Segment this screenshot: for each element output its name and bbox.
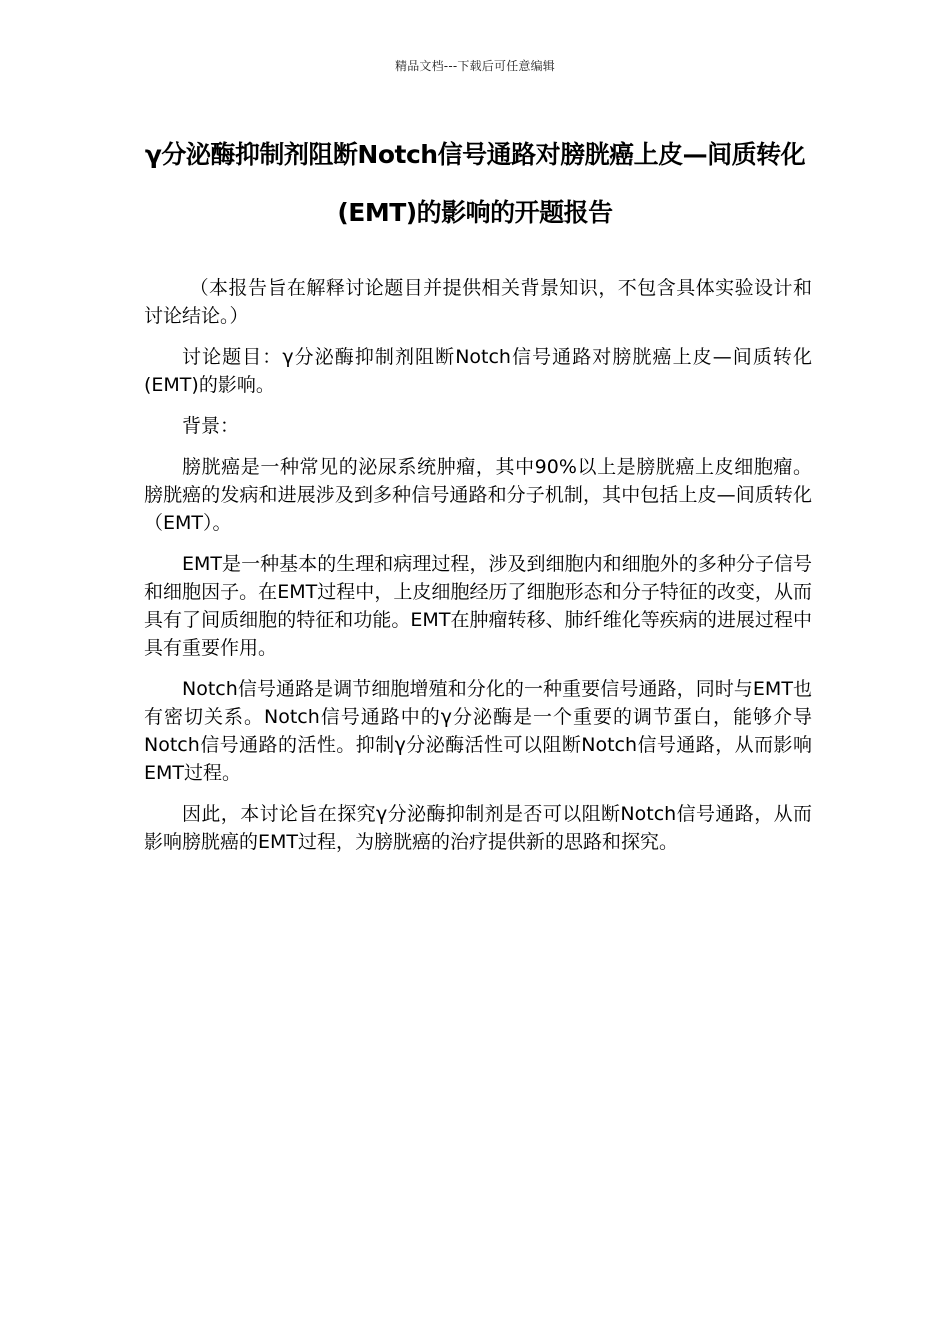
background-heading: 背景：	[182, 415, 240, 437]
intro-note-paragraph: （本报告旨在解释讨论题目并提供相关背景知识，不包含具体实验设计和讨论结论。）	[144, 277, 812, 327]
header-note: 精品文档---下载后可任意编辑	[395, 59, 555, 73]
topic-paragraph: 讨论题目：γ分泌酶抑制剂阻断Notch信号通路对膀胱癌上皮—间质转化(EMT)的影响。	[144, 346, 812, 396]
document-title: γ分泌酶抑制剂阻断Notch信号通路对膀胱癌上皮—间质转化(EMT)的影响的开题报告	[144, 140, 806, 227]
body-paragraph: Notch信号通路是调节细胞增殖和分化的一种重要信号通路，同时与EMT也有密切关系。Notch信号通路中的γ分泌酶是一个重要的调节蛋白，能够介导Notch信号通路的活性。抑制γ分泌酶活性可以阻断Notch信号通路，从而影响EMT过程。	[144, 678, 812, 784]
body-paragraph: EMT是一种基本的生理和病理过程，涉及到细胞内和细胞外的多种分子信号和细胞因子。在EMT过程中，上皮细胞经历了细胞形态和分子特征的改变，从而具有了间质细胞的特征和功能。EMT在肿瘤转移、肺纤维化等疾病的进展过程中具有重要作用。	[144, 553, 812, 659]
document-body	[144, 274, 812, 869]
body-paragraph: 膀胱癌是一种常见的泌尿系统肿瘤，其中90%以上是膀胱癌上皮细胞瘤。膀胱癌的发病和进展涉及到多种信号通路和分子机制，其中包括上皮—间质转化（EMT）。	[144, 456, 812, 534]
conclusion-paragraph: 因此，本讨论旨在探究γ分泌酶抑制剂是否可以阻断Notch信号通路，从而影响膀胱癌的EMT过程，为膀胱癌的治疗提供新的思路和探究。	[144, 803, 812, 853]
